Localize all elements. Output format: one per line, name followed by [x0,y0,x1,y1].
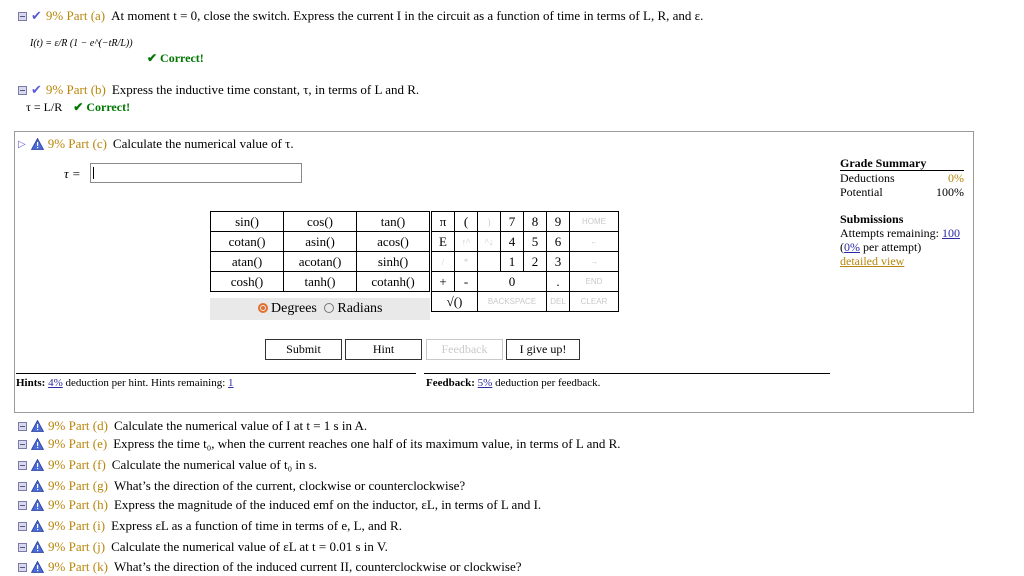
part-percent: 9% Part (f) [48,457,106,472]
part-f-row[interactable] [18,457,317,473]
part-question: Calculate the numerical value of τ. [112,136,294,151]
part-question: At moment t = 0, close the switch. Express the current I in the circuit as a function of time in terms of L, R, and ε. [111,8,704,23]
sin-button[interactable]: sin() [211,212,284,232]
warning-icon [31,138,44,150]
clear-button[interactable]: CLEAR [570,292,619,312]
hints-label: Hints: [16,377,46,389]
part-a-answer: I(t) = ε/R (1 − e^(−tR/L)) [30,38,133,49]
potential-value: 100% [936,185,964,199]
part-percent: 9% Part (e) [48,436,108,451]
collapse-toggle-icon[interactable] [18,543,27,552]
warning-icon [31,561,44,573]
part-question: Calculate the numerical value of εL at t = 0.01 s in V. [111,539,388,554]
part-b-row [18,82,419,98]
hints-bar [16,373,416,398]
part-percent: 9% Part (k) [48,559,108,574]
part-j-row[interactable] [18,539,388,555]
warning-icon [31,541,44,553]
radians-label: Radians [337,301,383,316]
digit-2-button[interactable]: 2 [524,252,547,272]
multiply-button[interactable]: * [455,252,478,272]
minus-button[interactable]: - [455,272,478,292]
part-b-correct: ✔ Correct! [73,100,131,114]
feedback-percent-link[interactable]: 5% [477,377,493,389]
tanh-button[interactable]: tanh() [284,272,357,292]
part-i-row[interactable] [18,518,402,534]
part-g-row[interactable] [18,478,465,494]
angle-mode [210,298,430,320]
warning-icon [31,438,44,450]
hints-text: deduction per hint. Hints remaining: [65,377,226,389]
submit-button[interactable]: Submit [265,339,342,360]
tan-button[interactable]: tan() [357,212,430,232]
warning-icon [31,459,44,471]
digit-8-button[interactable]: 8 [524,212,547,232]
part-d-row[interactable] [18,418,367,434]
warning-icon [31,499,44,511]
grade-summary-title: Grade Summary [840,156,964,171]
give-up-button[interactable]: I give up! [506,339,580,360]
open-paren-button[interactable]: ( [455,212,478,232]
grade-summary [840,156,964,199]
detailed-view-link[interactable]: detailed view [840,254,905,268]
degrees-radio[interactable] [258,303,268,313]
part-question: Express εL as a function of time in terms of e, L, and R. [111,518,402,533]
digit-6-button[interactable]: 6 [547,232,570,252]
attempts-remaining-link[interactable]: 100 [941,226,960,240]
part-percent: 9% Part (d) [48,418,108,433]
sinh-button[interactable]: sinh() [357,252,430,272]
answer-input[interactable] [90,163,302,183]
warning-icon [31,520,44,532]
part-b-answer: τ = L/R ✔ Correct! [26,100,131,114]
digit-7-button[interactable]: 7 [501,212,524,232]
part-percent: 9% Part (j) [48,539,106,554]
part-question: Express the magnitude of the induced emf on the inductor, εL, in terms of L and I. [113,497,542,512]
digit-4-button[interactable]: 4 [501,232,524,252]
digit-0-button[interactable]: 0 [478,272,547,292]
collapse-toggle-icon[interactable] [18,12,27,21]
numeric-keypad [431,211,619,312]
feedback-button[interactable]: Feedback [426,339,503,360]
part-percent: 9% Part (h) [48,497,108,512]
part-percent: 9% Part (c) [47,136,107,151]
part-question: What’s the direction of the induced current II, counterclockwise or clockwise? [113,559,522,574]
per-attempt-text: per attempt) [863,240,922,254]
checkmark-icon: ✔ [31,8,42,23]
del-button[interactable]: DEL [547,292,570,312]
decimal-button[interactable]: . [547,272,570,292]
feedback-label: Feedback: [426,377,475,389]
right-arrow-button[interactable]: → [570,252,619,272]
collapse-toggle-icon[interactable] [18,461,27,470]
cotan-button[interactable]: cotan() [211,232,284,252]
sqrt-button[interactable]: √() [432,292,478,312]
hints-remaining-link[interactable]: 1 [228,377,234,389]
part-a-correct: ✔ Correct! [147,51,204,65]
backspace-button[interactable]: BACKSPACE [478,292,547,312]
degrees-label: Degrees [271,301,317,316]
atan-button[interactable]: atan() [211,252,284,272]
part-question: What’s the direction of the current, clockwise or counterclockwise? [113,478,466,493]
warning-icon [31,420,44,432]
collapse-toggle-icon[interactable] [18,86,27,95]
collapse-toggle-icon[interactable] [18,522,27,531]
collapse-toggle-icon[interactable] [18,482,27,491]
attempts-label: Attempts remaining: [840,226,939,240]
left-arrow-button[interactable]: ← [570,232,619,252]
asin-button[interactable]: asin() [284,232,357,252]
part-question: Express the time t₀, when the current reaches one half of its maximum value, in terms of L and R. [113,436,621,451]
deductions-label: Deductions [840,171,895,185]
exp-button[interactable]: E [432,232,455,252]
end-button[interactable]: END [570,272,619,292]
digit-9-button[interactable]: 9 [547,212,570,232]
deductions-value: 0% [948,171,964,185]
checkmark-icon: ✔ [31,82,42,97]
per-attempt-link[interactable]: 0% [844,240,860,254]
part-question: Calculate the numerical value of t₀ in s. [111,457,318,472]
feedback-text: deduction per feedback. [495,377,601,389]
feedback-bar [424,373,830,398]
part-percent: 9% Part (g) [48,478,108,493]
superscript-button[interactable]: ↑^ [455,232,478,252]
text-caret [93,167,94,179]
play-arrow-icon[interactable]: ▷ [18,138,26,150]
submissions-title: Submissions [840,212,904,226]
potential-label: Potential [840,185,883,199]
collapse-toggle-icon[interactable] [18,501,27,510]
warning-icon [31,480,44,492]
close-paren-button[interactable]: ) [478,212,501,232]
collapse-toggle-icon[interactable] [18,440,27,449]
collapse-toggle-icon[interactable] [18,422,27,431]
part-k-row[interactable] [18,559,522,575]
part-e-row[interactable] [18,436,621,452]
home-button[interactable]: HOME [570,212,619,232]
hint-button[interactable]: Hint [345,339,422,360]
part-a-row [18,8,703,24]
plus-button[interactable]: + [432,272,455,292]
digit-1-button[interactable]: 1 [501,252,524,272]
subscript-button[interactable]: ^↓ [478,232,501,252]
part-percent: 9% Part (i) [48,518,106,533]
part-percent: 9% Part (b) [45,82,106,97]
collapse-toggle-icon[interactable] [18,563,27,572]
submissions-box: Submissions Attempts remaining: 100 (0% per attempt) detailed view [840,212,964,268]
part-h-row[interactable] [18,497,541,513]
radians-radio[interactable] [324,303,334,313]
hints-percent-link[interactable]: 4% [48,377,63,389]
tau-label: τ = [64,166,81,181]
cosh-button[interactable]: cosh() [211,272,284,292]
part-question: Express the inductive time constant, τ, in terms of L and R. [111,82,420,97]
part-c-row [18,136,294,152]
part-percent: 9% Part (a) [45,8,106,23]
acos-button[interactable]: acos() [357,232,430,252]
pi-button[interactable]: π [432,212,455,232]
digit-3-button[interactable]: 3 [547,252,570,272]
cotanh-button[interactable]: cotanh() [357,272,430,292]
digit-5-button[interactable]: 5 [524,232,547,252]
cos-button[interactable]: cos() [284,212,357,232]
divide-button[interactable]: / [432,252,455,272]
function-keypad [210,211,430,292]
part-question: Calculate the numerical value of I at t = 1 s in A. [113,418,368,433]
spacer-cell [478,252,501,272]
acotan-button[interactable]: acotan() [284,252,357,272]
